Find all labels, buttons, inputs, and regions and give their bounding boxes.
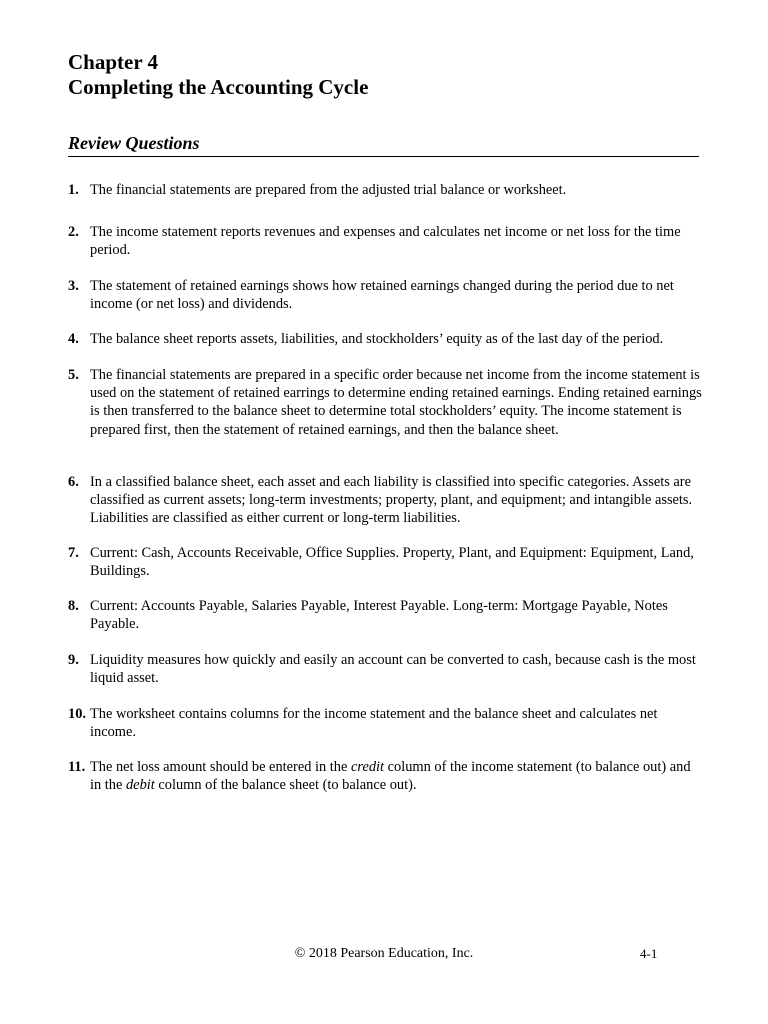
question-3 [68, 277, 704, 313]
question-text: The statement of retained earnings shows how retained earnings changed during the period due to net income (or net loss) and dividends. [90, 278, 674, 313]
question-9 [68, 651, 704, 687]
chapter-number: Chapter 4 [68, 50, 159, 74]
question-number: 11. [68, 759, 86, 775]
question-text [90, 758, 704, 794]
question-2 [68, 223, 704, 259]
question-text: The financial statements are prepared in a specific order because net income from the income statement is used on the statement of retained earrings to determine ending retained earnings. Ending retained earnings is then transferred to the balance sheet to determine total stockholders’ equity. The income statement is prepared first, then the statement of retained earnings, and then the balance sheet. [90, 367, 702, 438]
question-number: 10. [68, 706, 86, 722]
credit-term: credit [350, 759, 385, 775]
question-6 [68, 473, 704, 528]
section-heading: Review Questions [68, 132, 699, 157]
question-text: Liquidity measures how quickly and easily an account can be converted to cash, because cash is the most liquid asset. [90, 652, 696, 687]
text-segment: The net loss amount should be entered in the [90, 759, 351, 775]
question-text: The income statement reports revenues and expenses and calculates net income or net loss for the time period. [90, 224, 681, 259]
question-text: Current: Accounts Payable, Salaries Payable, Interest Payable. Long-term: Mortgage Payable, Notes Payable. [90, 598, 668, 633]
question-text: The worksheet contains columns for the income statement and the balance sheet and calculates net income. [90, 706, 658, 741]
question-number: 3. [68, 278, 79, 294]
question-number: 1. [68, 182, 79, 198]
question-number: 6. [68, 474, 79, 490]
text-segment: column of the balance sheet (to balance out). [154, 777, 417, 794]
chapter-title: Completing the Accounting Cycle [68, 75, 369, 99]
question-7 [68, 544, 704, 580]
question-text: The balance sheet reports assets, liabilities, and stockholders’ equity as of the last day of the period. [90, 331, 664, 347]
question-4 [68, 330, 704, 348]
question-text: In a classified balance sheet, each asset and each liability is classified into specific categories. Assets are classified as current assets; long-term investments; property, plant, and equipment; and intangible assets. Liabilities are classified as either current or long-term liabilities. [90, 474, 693, 527]
question-text: Current: Cash, Accounts Receivable, Office Supplies. Property, Plant, and Equipment: Equipment, Land, Buildings. [90, 545, 694, 580]
debit-term: debit [125, 777, 155, 794]
question-number: 9. [68, 652, 79, 668]
question-10 [68, 705, 704, 741]
question-5 [68, 366, 704, 439]
question-11 [68, 758, 704, 794]
question-text: The financial statements are prepared from the adjusted trial balance or worksheet. [90, 182, 567, 198]
question-8 [68, 597, 704, 633]
footer-copyright: © 2018 Pearson Education, Inc. [294, 946, 474, 961]
question-number: 7. [68, 545, 79, 561]
question-number: 2. [68, 224, 79, 240]
question-1 [68, 181, 704, 199]
page-number: 4-1 [640, 946, 658, 961]
question-number: 4. [68, 331, 79, 347]
question-number: 5. [68, 367, 79, 383]
text-segment: column of the income statement (to balance out) and in the [90, 759, 691, 794]
question-number: 8. [68, 598, 79, 614]
